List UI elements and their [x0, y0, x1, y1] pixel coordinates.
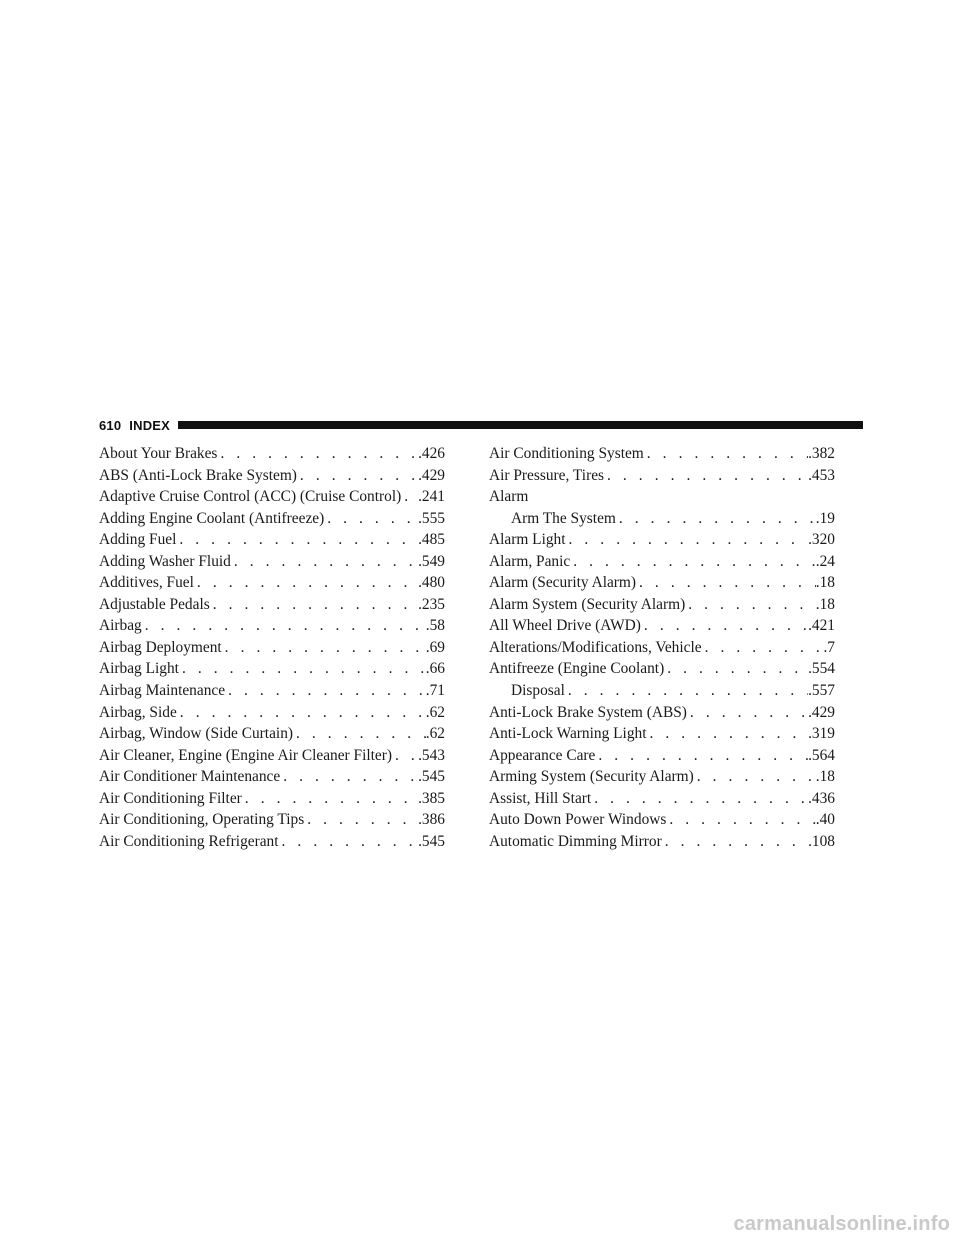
index-term: Disposal: [511, 682, 565, 700]
index-entry: [99, 745, 445, 767]
index-term: Adaptive Cruise Control (ACC) (Cruise Control): [99, 488, 402, 506]
dot-leader: [279, 831, 419, 853]
page-number: 610: [99, 417, 122, 433]
section-title: INDEX: [129, 417, 171, 433]
dot-leader: [566, 529, 809, 551]
index-entry: [99, 788, 445, 810]
index-page-number: .71: [425, 682, 445, 700]
index-term: Alarm: [489, 488, 529, 506]
index-page-number: .545: [418, 832, 445, 850]
index-term: Air Pressure, Tires: [489, 466, 605, 484]
index-page-number: .58: [425, 617, 445, 635]
index-entry: [489, 615, 835, 637]
index-term: Arm The System: [511, 509, 616, 527]
index-term: Adding Fuel: [99, 531, 177, 549]
dot-leader: [591, 788, 808, 810]
dot-leader: [217, 443, 418, 465]
index-page-number: .18: [815, 595, 835, 613]
index-column-left: [99, 443, 445, 852]
index-entry: [99, 831, 445, 853]
dot-leader: [641, 615, 808, 637]
index-page-number: .545: [418, 768, 445, 786]
index-page-number: .480: [418, 574, 445, 592]
index-column-right: [489, 443, 835, 852]
dot-leader: [231, 551, 418, 573]
dot-leader: [636, 572, 816, 594]
index-term: Adding Engine Coolant (Antifreeze): [99, 509, 325, 527]
index-page-number: .386: [418, 811, 445, 829]
dot-leader: [685, 594, 816, 616]
index-entry: [489, 788, 835, 810]
dot-leader: [604, 465, 808, 487]
index-term: All Wheel Drive (AWD): [489, 617, 641, 635]
index-entry: [489, 551, 835, 573]
index-page-number: .66: [425, 660, 445, 678]
index-term: Anti-Lock Warning Light: [489, 725, 647, 743]
dot-leader: [280, 766, 418, 788]
index-page-number: .108: [808, 832, 835, 850]
dot-leader: [225, 680, 426, 702]
index-entry: [99, 723, 445, 745]
index-term: Arming System (Security Alarm): [489, 768, 694, 786]
index-entry: [99, 572, 445, 594]
index-page-number: .426: [418, 445, 445, 462]
index-page-number: .62: [425, 703, 445, 721]
index-entry: [99, 465, 445, 487]
dot-leader: [595, 745, 808, 767]
dot-leader: [293, 723, 426, 745]
index-entry: [99, 702, 445, 724]
index-term: Antifreeze (Engine Coolant): [489, 660, 665, 678]
index-entry: [489, 658, 835, 680]
index-page-number: .241: [418, 488, 445, 506]
index-term: Auto Down Power Windows: [489, 811, 667, 829]
index-page-number: .320: [808, 531, 835, 549]
index-page-number: .555: [418, 509, 445, 527]
index-entry: [489, 745, 835, 767]
index-term: Air Cleaner, Engine (Engine Air Cleaner Filter): [99, 746, 392, 764]
index-term: Automatic Dimming Mirror: [489, 832, 662, 850]
dot-leader: [666, 809, 815, 831]
dot-leader: [687, 702, 808, 724]
index-term: Alarm System (Security Alarm): [489, 595, 686, 613]
dot-leader: [222, 637, 426, 659]
dot-leader: [297, 465, 418, 487]
index-term: Appearance Care: [489, 746, 596, 764]
dot-leader: [646, 723, 808, 745]
index-page-number: .564: [808, 746, 835, 764]
index-entry: [489, 529, 835, 551]
index-term: Airbag Deployment: [99, 638, 222, 656]
index-term: Alarm, Panic: [489, 552, 571, 570]
index-term: Additives, Fuel: [99, 574, 194, 592]
index-entry: [489, 809, 835, 831]
index-entry: [99, 508, 445, 530]
index-term: Air Conditioning, Operating Tips: [99, 811, 305, 829]
index-term: Air Conditioning Refrigerant: [99, 832, 279, 850]
index-entry: [489, 702, 835, 724]
dot-leader: [401, 486, 418, 508]
index-entry: [99, 486, 445, 508]
page-header: [99, 416, 863, 434]
dot-leader: [210, 594, 418, 616]
index-entry: [489, 486, 835, 508]
index-page-number: .554: [808, 660, 835, 678]
index-page-number: .19: [815, 509, 835, 527]
header-rule: [178, 421, 863, 429]
index-page-number: .549: [418, 552, 445, 570]
index-term: Alarm (Security Alarm): [489, 574, 637, 592]
index-entry: [99, 637, 445, 659]
index-term: Airbag, Window (Side Curtain): [99, 725, 294, 743]
index-page-number: .382: [808, 445, 835, 462]
index-entry: [99, 766, 445, 788]
index-term: ABS (Anti-Lock Brake System): [99, 466, 297, 484]
index-term: Assist, Hill Start: [489, 789, 592, 807]
dot-leader: [324, 508, 418, 530]
index-page-number: .557: [808, 682, 835, 700]
index-entry: [99, 615, 445, 637]
dot-leader: [664, 658, 808, 680]
index-entry: [99, 680, 445, 702]
index-page-number: .24: [815, 552, 835, 570]
index-term: Airbag: [99, 617, 142, 635]
dot-leader: [694, 766, 816, 788]
index-page-number: .235: [418, 595, 445, 613]
index-page-number: .421: [808, 617, 835, 635]
index-page-number: .429: [808, 703, 835, 721]
index-page-number: .385: [418, 789, 445, 807]
dot-leader: [304, 809, 418, 831]
index-page-number: .18: [815, 574, 835, 592]
index-term: Adding Washer Fluid: [99, 552, 231, 570]
dot-leader: [644, 443, 808, 465]
dot-leader: [179, 658, 426, 680]
index-entry: [489, 766, 835, 788]
index-entry: [489, 572, 835, 594]
index-entry: [99, 443, 445, 465]
index-page-number: .18: [815, 768, 835, 786]
dot-leader: [616, 508, 816, 530]
index-page-number: .453: [808, 466, 835, 484]
index-entry: [99, 594, 445, 616]
index-entry: [99, 551, 445, 573]
index-page-number: .69: [425, 638, 445, 656]
index-term: Air Conditioning Filter: [99, 789, 242, 807]
index-term: Airbag Light: [99, 660, 179, 678]
index-page-number: .436: [808, 789, 835, 807]
index-entry: [99, 809, 445, 831]
index-term: Anti-Lock Brake System (ABS): [489, 703, 687, 721]
index-page-number: .319: [808, 725, 835, 743]
index-entry: [489, 443, 835, 465]
dot-leader: [702, 637, 824, 659]
index-entry: [489, 594, 835, 616]
index-term: Air Conditioning System: [489, 445, 644, 462]
dot-leader: [662, 831, 808, 853]
dot-leader: [142, 615, 426, 637]
index-page-number: .7: [823, 638, 835, 656]
index-entry: [99, 529, 445, 551]
dot-leader: [194, 572, 418, 594]
index-term: Air Conditioner Maintenance: [99, 768, 281, 786]
index-entry: [489, 723, 835, 745]
index-term: Airbag, Side: [99, 703, 177, 721]
index-entry: [489, 831, 835, 853]
dot-leader: [242, 788, 418, 810]
index-page-number: .543: [418, 746, 445, 764]
index-page-number: .40: [815, 811, 835, 829]
index-term: Alarm Light: [489, 531, 566, 549]
index-subentry: [489, 680, 835, 702]
index-page-number: .485: [418, 531, 445, 549]
dot-leader: [392, 745, 418, 767]
dot-leader: [570, 551, 816, 573]
index-page-number: .62: [425, 725, 445, 743]
index-term: Airbag Maintenance: [99, 682, 226, 700]
watermark-text: carmanualsonline.info: [733, 1213, 950, 1235]
index-subentry: [489, 508, 835, 530]
index-page-number: .429: [418, 466, 445, 484]
index-term: Alterations/Modifications, Vehicle: [489, 638, 702, 656]
dot-leader: [177, 702, 426, 724]
index-entry: [489, 465, 835, 487]
dot-leader: [565, 680, 808, 702]
index-entry: [99, 658, 445, 680]
index-entry: [489, 637, 835, 659]
dot-leader: [176, 529, 418, 551]
index-term: Adjustable Pedals: [99, 595, 210, 613]
index-term: About Your Brakes: [99, 445, 218, 462]
